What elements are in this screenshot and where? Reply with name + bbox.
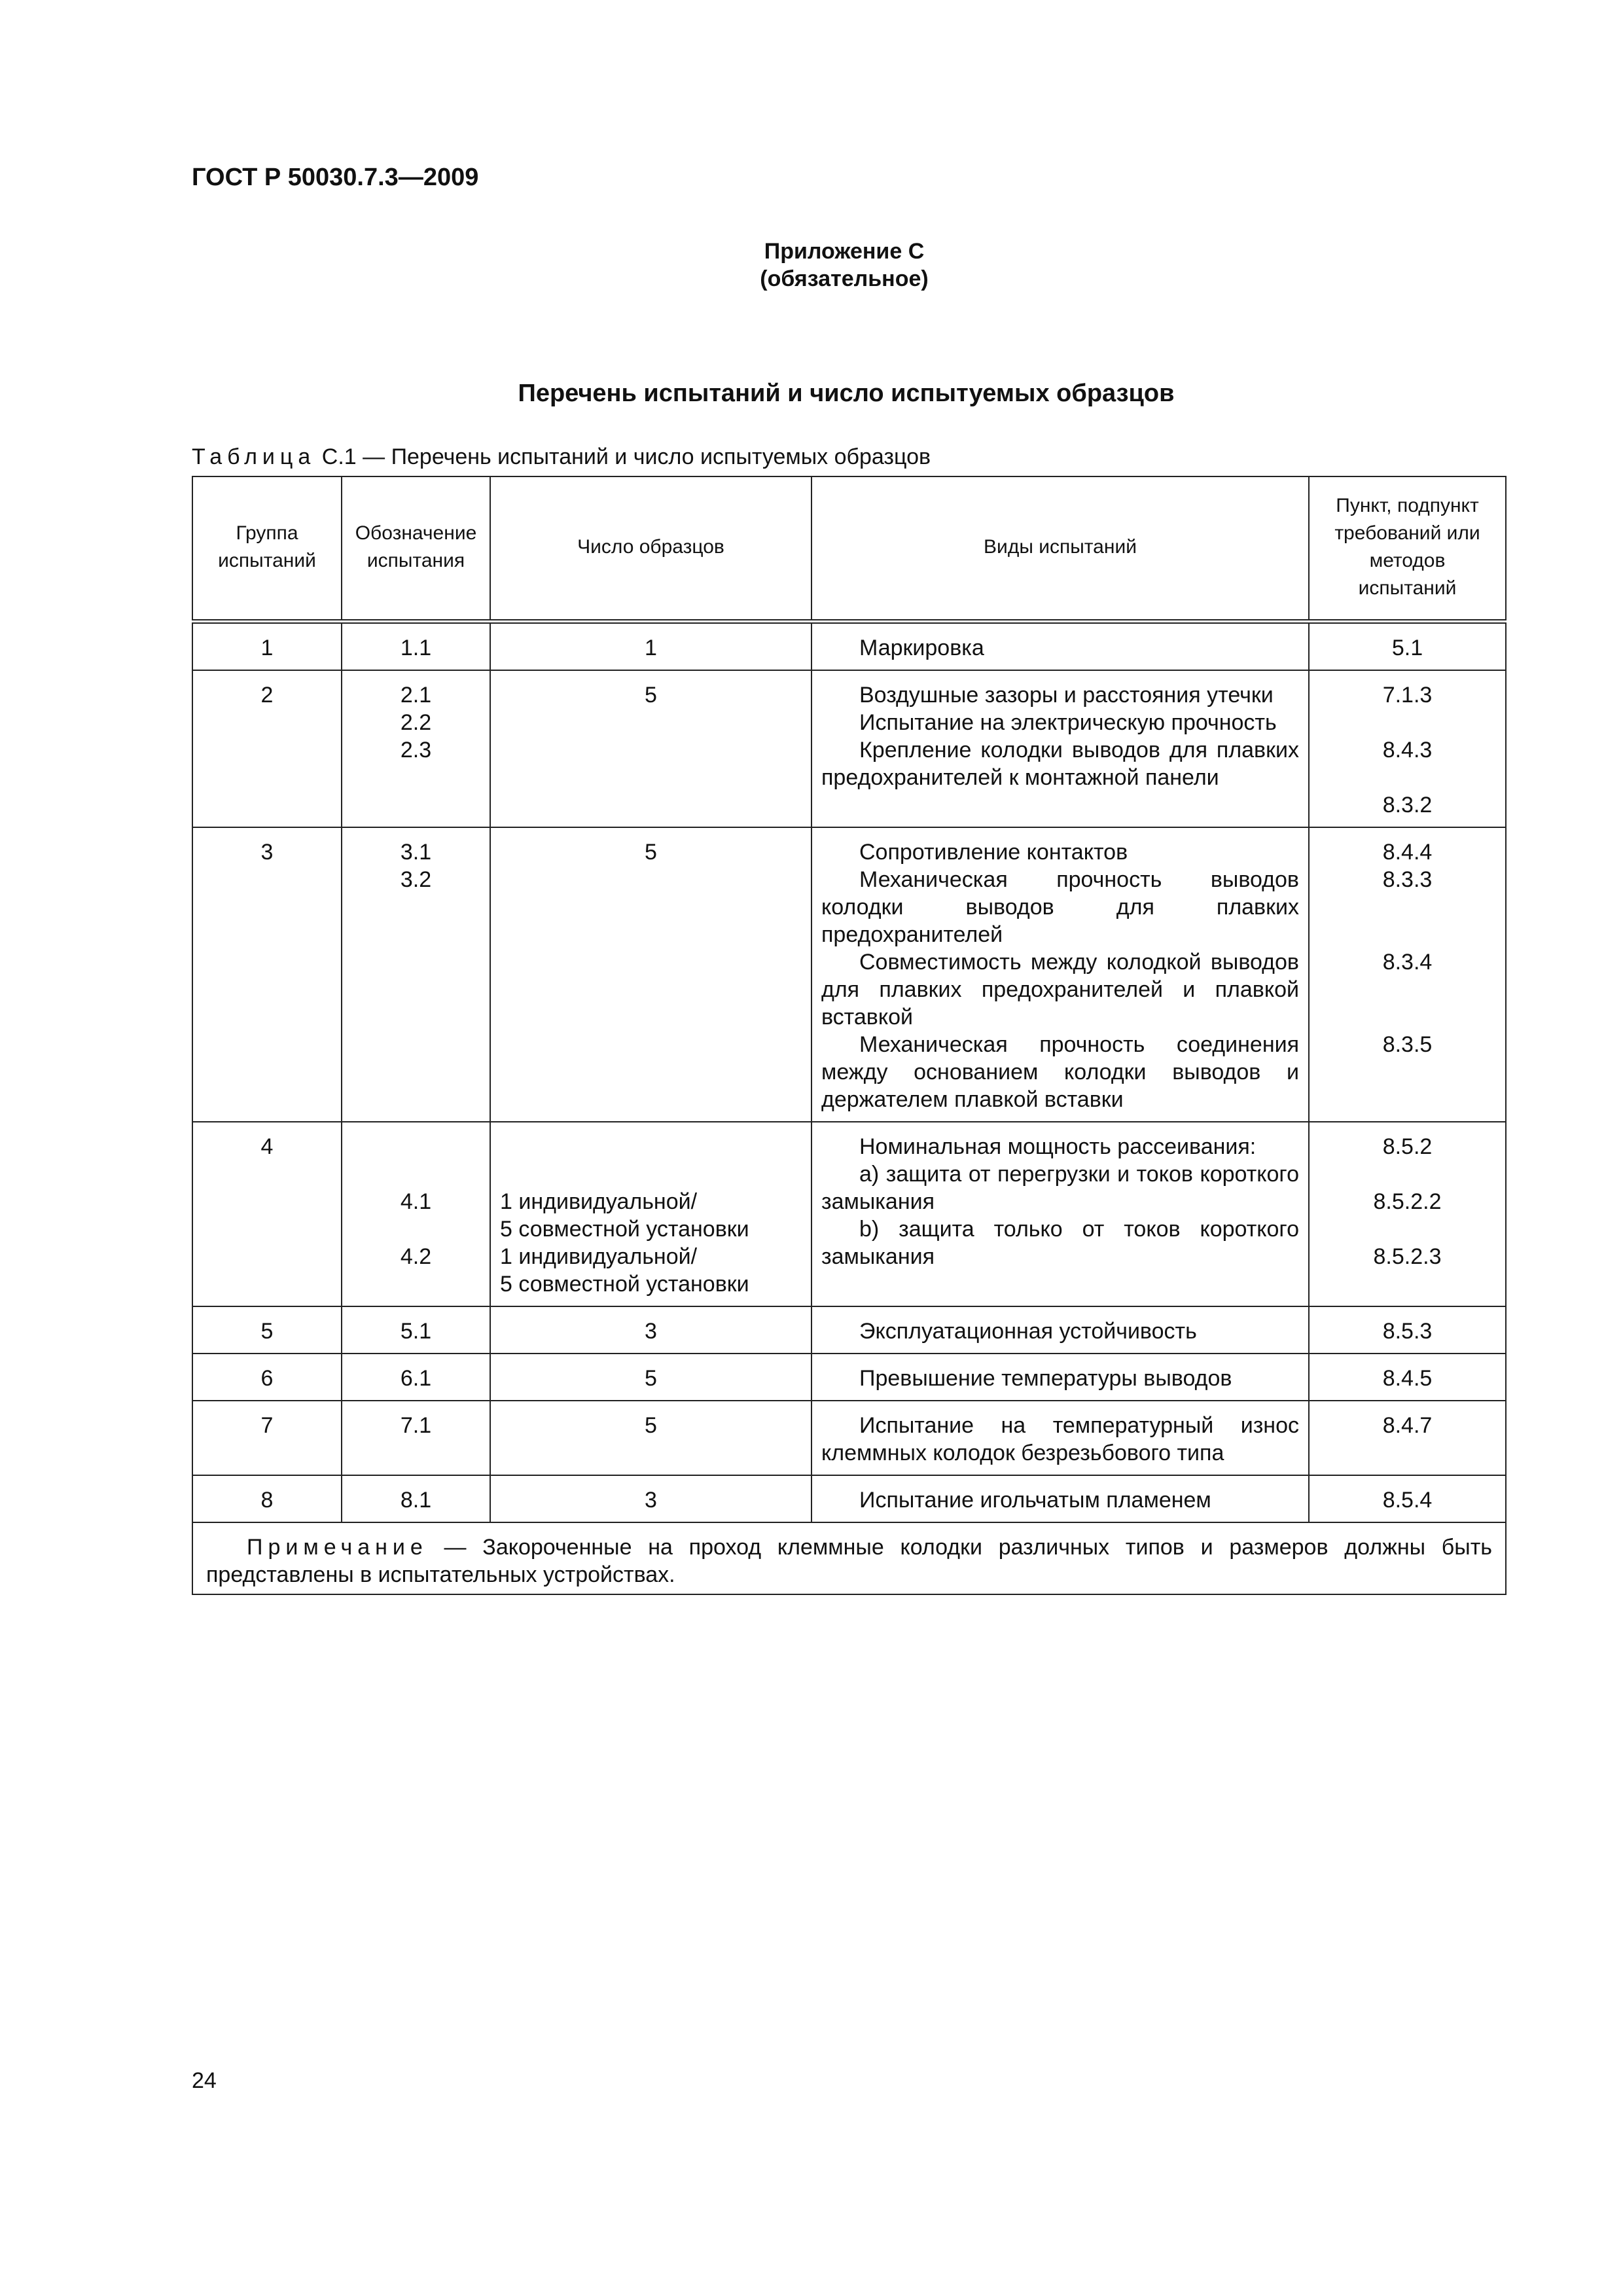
samples-value: 5 совместной установки [500, 1217, 749, 1242]
clauses-value [1319, 976, 1496, 1003]
table-header [192, 476, 1506, 622]
clauses-cell [1309, 1122, 1506, 1306]
column-header [1309, 476, 1506, 622]
samples-value: 5 [645, 1413, 657, 1438]
designations-value: 2.1 [400, 683, 432, 708]
test-name: Маркировка [859, 636, 984, 660]
designations-value: 2.2 [400, 710, 432, 735]
group-cell: 4 [192, 1122, 342, 1306]
test-name: Эксплуатационная устойчивость [859, 1319, 1197, 1344]
designations-value: 8.1 [400, 1488, 432, 1513]
test-name: a) защита от перегрузки и токов короткого замыкания [821, 1162, 1299, 1214]
group-cell: 1 [192, 622, 342, 671]
table-row [192, 1122, 1506, 1306]
clauses-value: 8.4.7 [1382, 1413, 1433, 1438]
designations-value: 5.1 [400, 1319, 432, 1344]
tests-table [192, 476, 1507, 1595]
samples-value: 1 [645, 636, 657, 660]
column-header [490, 476, 812, 622]
designations-value: 2.3 [400, 738, 432, 762]
group-cell: 8 [192, 1475, 342, 1522]
designations-value: 7.1 [400, 1413, 432, 1438]
designations-value: 4.1 [400, 1189, 432, 1214]
clauses-value: 8.5.2.3 [1373, 1244, 1442, 1269]
tests-cell [812, 1122, 1309, 1306]
clauses-value [1319, 1160, 1496, 1188]
clauses-cell [1309, 1475, 1506, 1522]
designations-cell [342, 622, 490, 671]
samples-value: 3 [645, 1488, 657, 1513]
clauses-value: 8.3.3 [1382, 867, 1433, 892]
table-caption-label: Таблица [192, 444, 316, 469]
clauses-value [1319, 893, 1496, 921]
section-heading: Перечень испытаний и число испытуемых образцов [518, 380, 1175, 407]
designations-cell [342, 1401, 490, 1475]
tests-cell [812, 1306, 1309, 1354]
group-cell: 3 [192, 827, 342, 1122]
clauses-value [1319, 709, 1496, 736]
designations-value: 6.1 [400, 1366, 432, 1391]
samples-cell [490, 1306, 812, 1354]
designations-cell [342, 1122, 490, 1306]
table-row [192, 622, 1506, 671]
designations-value [351, 1160, 480, 1188]
column-header-line: испытания [366, 549, 465, 571]
designations-value: 4.2 [400, 1244, 432, 1269]
samples-cell [490, 1475, 812, 1522]
samples-cell [490, 670, 812, 827]
clauses-cell [1309, 1354, 1506, 1401]
test-name: Испытание на температурный износ клеммных колодок безрезьбового типа [821, 1413, 1299, 1465]
table-note-text: — Закороченные на проход клеммные колодки различных типов и размеров должны быть представлены в испытательных устройствах. [206, 1535, 1492, 1587]
samples-value [500, 1160, 802, 1188]
group-cell: 7 [192, 1401, 342, 1475]
samples-value: 5 [645, 683, 657, 708]
samples-cell [490, 1122, 812, 1306]
clauses-value: 8.3.2 [1382, 793, 1433, 817]
samples-value: 1 индивидуальной/ [500, 1244, 698, 1269]
table-note-row [192, 1522, 1506, 1594]
samples-value: 5 совместной установки [500, 1272, 749, 1297]
page-number: 24 [192, 2068, 217, 2093]
test-name: Испытание на электрическую прочность [859, 710, 1277, 735]
clauses-value: 7.1.3 [1382, 683, 1433, 708]
table-row [192, 1354, 1506, 1401]
test-name: Испытание игольчатым пламенем [859, 1488, 1211, 1513]
table-note-cell [192, 1522, 1506, 1594]
clauses-value [1319, 1003, 1496, 1031]
tests-cell [812, 1475, 1309, 1522]
table-row [192, 1306, 1506, 1354]
designations-cell [342, 670, 490, 827]
group-cell: 6 [192, 1354, 342, 1401]
designations-value: 1.1 [400, 636, 432, 660]
column-header-line: испытаний [1358, 577, 1457, 599]
group-cell: 5 [192, 1306, 342, 1354]
test-name: Механическая прочность соединения между основанием колодки выводов и держателем плавкой вставки [821, 1032, 1299, 1112]
designations-cell [342, 1475, 490, 1522]
samples-value: 1 индивидуальной/ [500, 1189, 698, 1214]
annex-title: Приложение С [764, 239, 925, 264]
clauses-value: 8.4.4 [1382, 840, 1433, 865]
clauses-cell [1309, 1306, 1506, 1354]
clauses-cell [1309, 670, 1506, 827]
test-name: Воздушные зазоры и расстояния утечки [859, 683, 1274, 708]
table-caption [192, 444, 931, 470]
column-header-line: методов [1369, 549, 1446, 571]
clauses-cell [1309, 1401, 1506, 1475]
column-header-line: требований или [1334, 522, 1480, 544]
test-name: Номинальная мощность рассеивания: [859, 1134, 1257, 1159]
samples-value: 5 [645, 1366, 657, 1391]
table-caption-text: С.1 — Перечень испытаний и число испытуемых образцов [321, 444, 931, 469]
samples-cell [490, 1401, 812, 1475]
clauses-value: 8.3.5 [1382, 1032, 1433, 1057]
designations-cell [342, 827, 490, 1122]
column-header-line: Группа [236, 522, 298, 544]
column-header [342, 476, 490, 622]
table-row [192, 670, 1506, 827]
samples-cell [490, 622, 812, 671]
clauses-value: 8.3.4 [1382, 950, 1433, 975]
table-row [192, 1475, 1506, 1522]
clauses-cell [1309, 827, 1506, 1122]
clauses-value: 5.1 [1391, 636, 1423, 660]
designations-value: 3.2 [400, 867, 432, 892]
tests-table-wrapper [192, 476, 1505, 1595]
designations-value [351, 1133, 480, 1160]
document-code: ГОСТ Р 50030.7.3—2009 [192, 164, 479, 191]
clauses-cell [1309, 622, 1506, 671]
clauses-value: 8.5.4 [1382, 1488, 1433, 1513]
designations-value [351, 1215, 480, 1243]
table-row [192, 827, 1506, 1122]
table-row [192, 1401, 1506, 1475]
test-name: Механическая прочность выводов колодки выводов для плавких предохранителей [821, 867, 1299, 947]
column-header-line: испытаний [218, 549, 316, 571]
tests-cell [812, 622, 1309, 671]
column-header [192, 476, 342, 622]
table-note [206, 1534, 1492, 1588]
clauses-value [1319, 921, 1496, 948]
table-header-row [192, 476, 1506, 622]
column-header-line: Число образцов [577, 535, 724, 558]
samples-value [500, 1133, 802, 1160]
clauses-value: 8.4.3 [1382, 738, 1433, 762]
column-header-line: Виды испытаний [984, 535, 1137, 558]
tests-cell [812, 670, 1309, 827]
clauses-value [1319, 1215, 1496, 1243]
clauses-value: 8.4.5 [1382, 1366, 1433, 1391]
test-name: b) защита только от токов короткого замыкания [821, 1217, 1299, 1269]
designations-value: 3.1 [400, 840, 432, 865]
table-body [192, 622, 1506, 1523]
annex-status: (обязательное) [760, 266, 929, 291]
column-header-line: Обозначение [355, 522, 477, 544]
designations-cell [342, 1306, 490, 1354]
clauses-value: 8.5.2.2 [1373, 1189, 1442, 1214]
tests-cell [812, 1401, 1309, 1475]
tests-cell [812, 1354, 1309, 1401]
clauses-value: 8.5.2 [1382, 1134, 1433, 1159]
clauses-value [1319, 764, 1496, 791]
clauses-value: 8.5.3 [1382, 1319, 1433, 1344]
tests-cell [812, 827, 1309, 1122]
table-note-label: Примечание [247, 1535, 428, 1560]
column-header-line: Пункт, подпункт [1336, 494, 1479, 516]
group-cell: 2 [192, 670, 342, 827]
designations-cell [342, 1354, 490, 1401]
samples-value: 3 [645, 1319, 657, 1344]
samples-cell [490, 827, 812, 1122]
column-header [812, 476, 1309, 622]
test-name: Совместимость между колодкой выводов для плавких предохранителей и плавкой вставкой [821, 950, 1299, 1030]
test-name: Крепление колодки выводов для плавких предохранителей к монтажной панели [821, 738, 1299, 790]
test-name: Превышение температуры выводов [859, 1366, 1232, 1391]
samples-value: 5 [645, 840, 657, 865]
samples-cell [490, 1354, 812, 1401]
test-name: Сопротивление контактов [859, 840, 1128, 865]
